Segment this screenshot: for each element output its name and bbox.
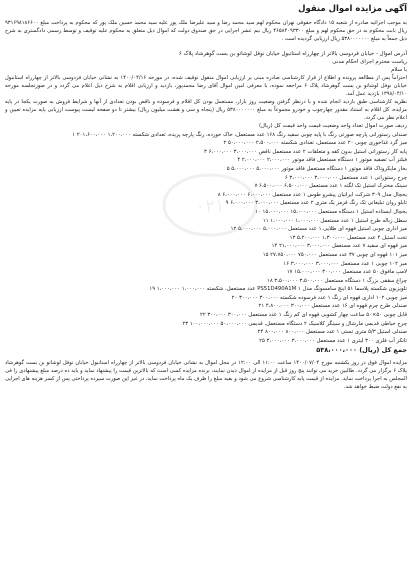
table-row: میز اداری چوبی استیل قهوه ای طلایی ۱ عدد مستعمل ۵،۰۰۰،۰۰۰ ۵،۰۰۰،۰۰۰ ۱۲ — [230, 226, 407, 233]
total-row — [5, 345, 407, 356]
table-row: میز ۱۰۱ قهوه ای چوبی ۳۷ عدد مستعمل ۷۵۰،۰۰۰ ۲۷،۷۵۰،۰۰۰ ۱۵ — [262, 251, 407, 258]
auction-terms-paragraph: مزایده اموال فوق در روز یکشنبه مورخ ۱۴۰۰/۰۷/۰۴ ساعت ۱۱:۰۰ الی ۱۲:۰۰ در محل اموال به نشانی خیابان فردوسی بالاتر از چهارراه استانبول خیابان نوفل لوشاتو بن بست گوهرشاد پلاک ۶ برگزار می گردد. طالبین خرید می توانند پنج روز قبل از مزایده از اموال دیدن نمایند، برنده مزایده کسی است که بالاترین قیمت را پیشنهاد نماید و باید ده درصد مبلغ پیشنهادی را فی المجلس به اجرا پرداخت نماید. مزایده از قیمت پایه کارشناسی شروع می شود و بقیه مبلغ را ظرف یک ماه پرداخت نماید، در غیر این صورت سپرده پرداختی پس از کسر هزینه های اجرایی به نفع دولت ضبط خواهد شد. — [5, 360, 407, 391]
table-row: صندلی استیل ۵/۳ متری تستی ۱ عدد مستعمل ۸۰۰،۰۰۰ ۸۰۰،۰۰۰ ۲۴ — [257, 329, 407, 336]
table-header: ردیف صورت اموال تعداد واحد وضعیت قیمت واحد قیمت کل (ریال) — [258, 123, 407, 129]
total-value: ۵۳۸،۰۰۰،۰۰۰ — [316, 346, 357, 355]
expert-opinion-paragraph: نظریه کارشناسی طبق بازدید انجام شده و با درنظر گرفتن وضعیت روز بازار، مستعمل بودن کل اقلام و فرسوده و ناقص بودن تعدادی از آنها و شرایط فروش به صورت یکجا در پایه مزایده، کل اقلام به استناد مقدور چهارچوب و خودرو مجموعاً به مبلغ ۵۳۸۰۰۰۰۰۰۰ ریال (پنجاه و سی و هشت میلیون ریال) بیشتر تا دو صفحه لیست پیوست ارزیابی پایه مزایده تعیین و اعلام نظر می گردد. — [5, 99, 408, 121]
table-row: میز گرد غذاخوری چوبی ۲۰ عدد مستعمل، تعدادی شکسته ۲،۵۰۰،۰۰۰ ۵۰،۰۰۰،۰۰۰ ۲ — [223, 140, 407, 147]
table-row: یخچال ایستاده استیل ۱ دستگاه مستعمل ۱۵،۰۰۰،۰۰۰ ۱۵،۰۰۰،۰۰۰ ۱۰ — [255, 208, 407, 215]
table-row: تانکر آب فلزی ۳۰۰ لیتری ۱ عدد مستعمل ۳،۰۰۰،۰۰۰ ۳،۰۰۰،۰۰۰ ۲۵ — [259, 337, 407, 344]
table-row: سینک مخترک استیل تک لگنه ۱ عدد مستعمل ۶،۵۰۰،۰۰۰ ۶،۵۰۰،۰۰۰ ۷ — [254, 183, 407, 190]
greeting: با سلام — [391, 67, 407, 73]
table-row: سطل زباله طرح استیل ۱ عدد مستعمل ۱،۰۰۰،۰۰۰ ۱،۰۰۰،۰۰۰ ۱۱ — [262, 217, 407, 224]
table-row: تابلو روان تبلیغاتی تک رنگ قرمز یک متری ۲ عدد مستعمل ۳،۰۰۰،۰۰۰ ۶،۰۰۰،۰۰۰ ۹ — [225, 200, 407, 207]
table-row: صندلی رستورانی پارچه صورتی رنگ با پایه چوبی سفید رنگ ۱۶۸ عدد مستعمل، خاک خورده، رنگ پارچه پریده، تعدادی شکسته ۱،۲۰۰،۰۰۰ ۲۰۱،۶۰۰،۰۰۰ ۱ — [72, 131, 407, 138]
table-row: پایه کار رستورانی استیل بدون کفه و متعلقات ۲ عدد مستعمل ناقص ۳،۰۰۰،۰۰۰ ۶،۰۰۰،۰۰۰ ۳ — [204, 148, 407, 155]
table-row: میز چوبی ۱۰۲ اداری قهوه ای رنگ ۱ عدد فرسوده شکسته ۳۰۰،۰۰۰ ۳۰۰،۰۰۰ ۲۰ — [231, 294, 407, 301]
total-label: جمع کل (ریال) — [359, 346, 407, 355]
table-row: فیلتر آب تصفیه موتور ۱ دستگاه مستعمل فاقد موتور ۲،۰۰۰،۰۰۰ ۲،۰۰۰،۰۰۰ ۴ — [237, 157, 407, 164]
table-row: لامپ مافوق ۵۰ عدد مستعمل ۳۰۰،۰۰۰ ۱۵،۰۰۰،۰۰۰ ۱۷ — [286, 269, 407, 276]
table-row: تلویزیون شکسته پلاسما ۵۱ اینچ سامسونگ مدل PS51D490A1M ۱ عدد مستعمل، شکسته ۱،۰۰۰،۰۰۰ ۱،۰۰۰،۰۰۰ ۱۹ — [149, 286, 407, 293]
table-row: چرخ رستورانی ۱ عدد مستعمل ۳،۰۰۰،۰۰۰ ۳،۰۰۰،۰۰۰ ۶ — [284, 174, 407, 181]
property-address: آدرس اموال - خیابان فردوسی بالاتر از چهارراه استانبول خیابان نوفل لوشاتو بن بست گوهرشاد پلاک ۶ — [178, 51, 407, 57]
table-row: صندلی طرح چرم قهوه ای ۱۶ عدد مستعمل ۳۰۰،۰۰۰ ۴،۸۰۰،۰۰۰ ۲۱ — [258, 303, 407, 310]
svg-text:۰۲۱: ۰۲۱ — [195, 196, 225, 217]
table-row: میز قهوه ای سفید ۷ عدد مستعمل ۳،۰۰۰،۰۰۰ ۲۱،۰۰۰،۰۰۰ ۱۴ — [271, 243, 407, 250]
notice-title: آگهی مزایده اموال منقول — [298, 4, 407, 14]
table-row: یخچال مدل ۳۰۹ شرکت ایرانیان پیشرو طوس ۱ عدد مستعمل ۶،۰۰۰،۰۰۰ ۶،۰۰۰،۰۰۰ ۸ — [217, 191, 407, 198]
table-row: میز ۱۰۲ چوبی ۱ عدد مستعمل ۳،۰۰۰،۰۰۰ ۳،۰۰۰،۰۰۰ ۱۶ — [283, 260, 407, 267]
table-row: چرخ خیاطی قدیمی مارشال و سینگر کلاسیک ۲ دستگاه مستعمل، قدیمی ۵۰،۰۰۰،۰۰۰ ۱۰۰،۰۰۰،۰۰۰ ۲۳ — [182, 320, 407, 327]
table-row: بخار مایکروتاک فاقد موتور ۱ دستگاه مستعمل فاقد موتور ۵،۰۰۰،۰۰۰ ۵،۰۰۰،۰۰۰ ۵ — [226, 165, 407, 172]
table-row: چراغ سقفی بزرگ ۱ دستگاه مستعمل ۳،۵۰۰،۰۰۰ ۳،۵۰۰،۰۰۰ ۱۸ — [267, 277, 407, 284]
table-row: قابل چوبی ۵۰×۵۰ ساعت چهار کشویی قهوه ای کم رنگ ۱ عدد مستعمل ۳۰۰،۰۰۰ ۳۰۰،۰۰۰ ۲۲ — [200, 312, 407, 319]
addressee: ریاست محترم اجرای احکام مدنی — [332, 59, 407, 65]
intro-paragraph: به موجب اجرائیه صادره از شعبه ۱۵ دادگاه حقوقی تهران محکوم لهم سید محمد رضا و سید علیرضا ملک پور علیه سید محمد حسین ملک پور که محکوم به پرداخت مبلغ ۹۳۱۶۹۸۱۸۶۶۰۰ ریال بابت محکوم به در حق محکوم لهم و مبلغ ۴۶۵۸۴۰۹۳۳۰۰ ریال نیم عشر اجرایی در حق صندوق دولت که اموال ذیل متعلق به محکوم علیه توقیف و توسط رسمی دادگستری به شرح ذیل جمعاً به مبلغ ۵۳۸۰۰۰۰۰۰۰ ریال ارزیابی گردیده است . — [5, 20, 408, 42]
report-paragraph: احتراماً پس از مطالعه پرونده و اطلاع از قرار کارشناسی صادره مبنی بر ارزیابی اموال منقول توقیف شده، در مورخه ۱۴۰۰/۰۴/۱۶ به نشانی خیابان فردوسی بالاتر از چهارراه استانبول خیابان نوفل لوشاتو بن بست گوهرشاد پلاک ۶ مراجعه نموده، با معرفی امین اموال آقای رضا محمدپور، بازدید و ارزیابی اقلام به شرح ذیل اعلام می گردد و در صورتجلسه مورخه ۱۳۹۸/۰۴/۱۰ بازدید عمل آمد. — [5, 75, 407, 97]
table-row: تخت استیل ۴ عدد مستعمل ۱،۳۰۰،۰۰۰ ۵،۲۰۰،۰۰۰ ۱۳ — [289, 234, 407, 241]
